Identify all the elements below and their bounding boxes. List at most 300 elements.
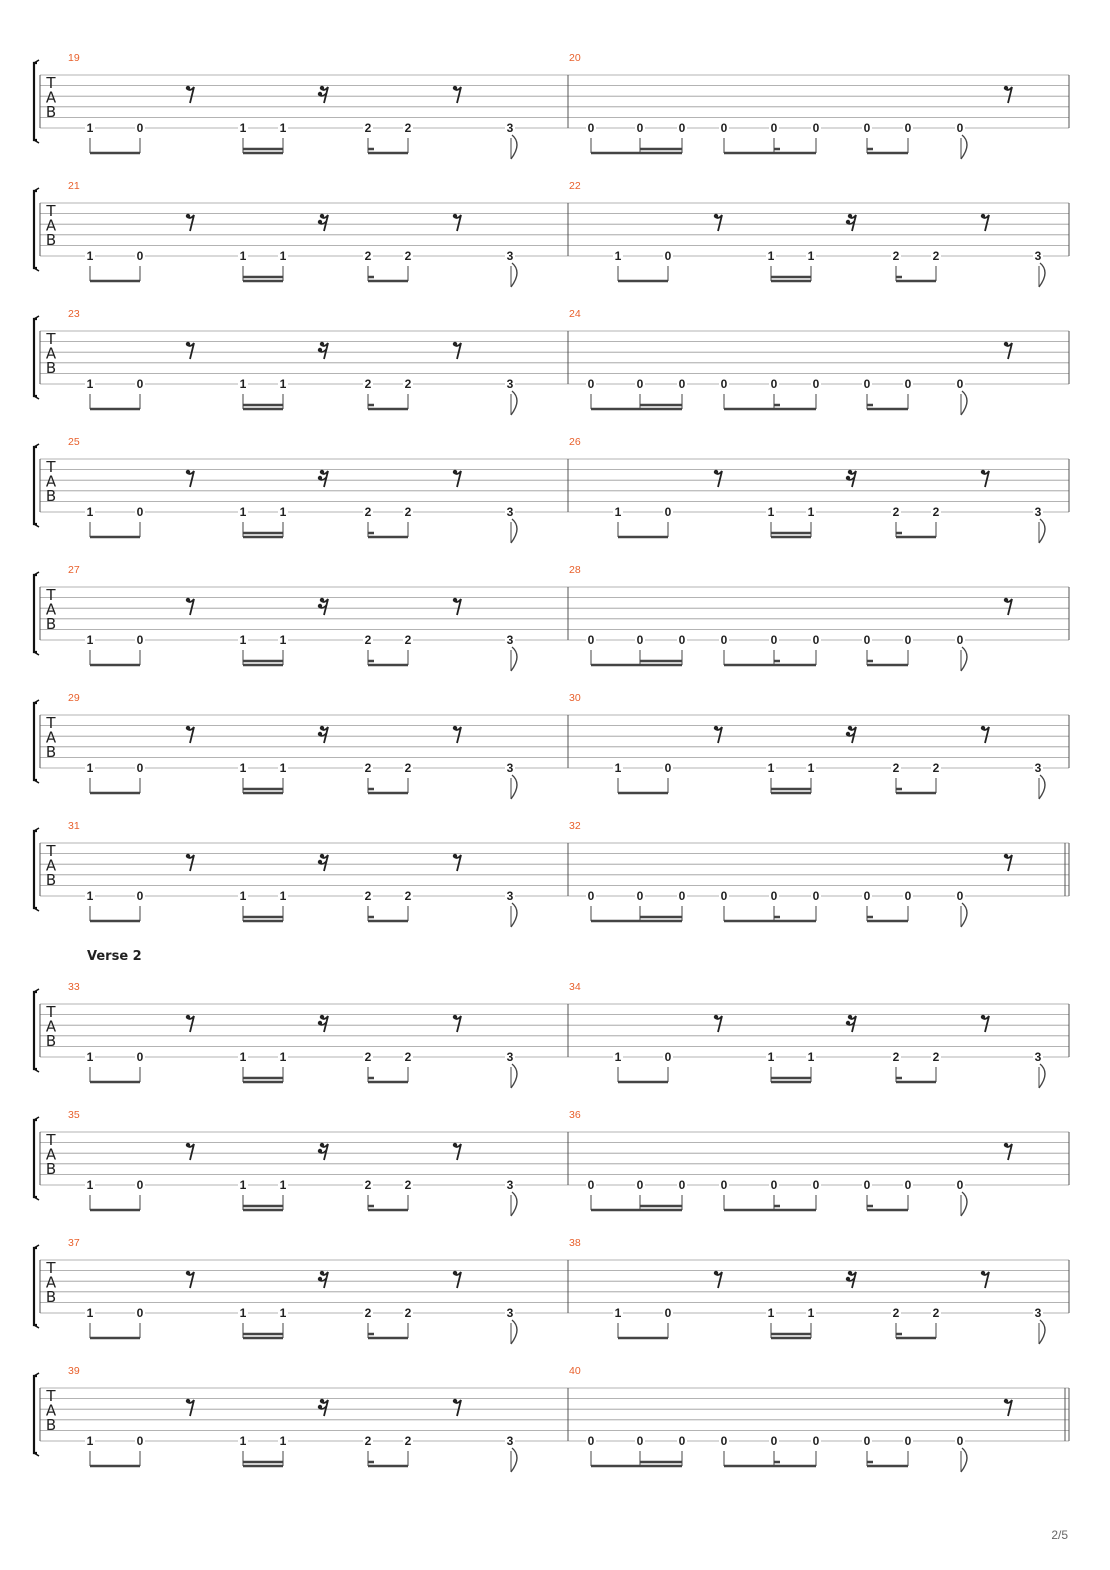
fret-number: 0 — [664, 761, 672, 775]
fret-number: 1 — [614, 761, 622, 775]
rest-icon — [318, 214, 328, 231]
fret-number: 1 — [86, 377, 94, 391]
measure-number: 40 — [569, 1365, 581, 1377]
rest-icon — [186, 1399, 194, 1416]
fret-number: 0 — [956, 889, 964, 903]
measure-number: 28 — [569, 564, 581, 576]
measure — [569, 564, 1012, 671]
rest-icon — [318, 342, 328, 359]
fret-number: 1 — [239, 633, 247, 647]
measure-number: 24 — [569, 308, 581, 320]
fret-number: 3 — [1034, 761, 1042, 775]
measure-number: 36 — [569, 1109, 581, 1121]
fret-number: 0 — [136, 1306, 144, 1320]
measure — [68, 981, 517, 1088]
system-bracket — [34, 992, 37, 1069]
measure — [569, 981, 1045, 1088]
fret-number: 1 — [279, 1178, 287, 1192]
rest-icon — [453, 598, 461, 615]
fret-number: 2 — [364, 1306, 372, 1320]
measure — [68, 180, 517, 287]
measure-number: 26 — [569, 436, 581, 448]
fret-number: 2 — [364, 121, 372, 135]
fret-number: 1 — [86, 633, 94, 647]
tab-clef-letter: B — [45, 615, 57, 633]
rest-icon — [846, 1015, 856, 1032]
fret-number: 2 — [364, 1050, 372, 1064]
fret-number: 3 — [506, 505, 514, 519]
fret-number: 2 — [404, 633, 412, 647]
fret-number: 0 — [863, 1434, 871, 1448]
measure — [68, 1237, 517, 1344]
measure — [569, 436, 1045, 543]
tab-clef-letter: T — [46, 842, 56, 860]
fret-number: 0 — [636, 1178, 644, 1192]
tab-clef-letter: B — [45, 871, 57, 889]
fret-number: 0 — [770, 1434, 778, 1448]
fret-number: 2 — [404, 1050, 412, 1064]
rest-icon — [1004, 86, 1012, 103]
measure-number: 29 — [68, 692, 80, 704]
fret-number: 0 — [863, 1178, 871, 1192]
fret-number: 0 — [812, 1178, 820, 1192]
fret-number: 1 — [807, 1306, 815, 1320]
fret-number: 1 — [239, 889, 247, 903]
fret-number: 0 — [636, 377, 644, 391]
measure — [68, 1365, 517, 1472]
rest-icon — [453, 214, 461, 231]
fret-number: 1 — [279, 249, 287, 263]
fret-number: 1 — [807, 505, 815, 519]
fret-number: 1 — [807, 249, 815, 263]
fret-number: 0 — [664, 1306, 672, 1320]
fret-number: 2 — [892, 505, 900, 519]
fret-number: 0 — [904, 121, 912, 135]
system-bracket — [34, 63, 37, 140]
fret-number: 0 — [678, 889, 686, 903]
fret-number: 1 — [767, 761, 775, 775]
fret-number: 0 — [770, 1178, 778, 1192]
rest-icon — [318, 470, 328, 487]
tab-clef-letter: A — [45, 472, 57, 491]
fret-number: 1 — [279, 121, 287, 135]
fret-number: 0 — [678, 1434, 686, 1448]
fret-number: 2 — [364, 633, 372, 647]
rest-icon — [846, 470, 856, 487]
rest-icon — [186, 598, 194, 615]
system-bracket — [34, 319, 37, 396]
measure-number: 34 — [569, 981, 581, 993]
fret-number: 0 — [770, 121, 778, 135]
tab-clef-letter: A — [45, 856, 57, 875]
measure-number: 23 — [68, 308, 80, 320]
tab-clef-letter: A — [45, 1017, 57, 1036]
rest-icon — [186, 1143, 194, 1160]
fret-number: 1 — [239, 761, 247, 775]
fret-number: 2 — [892, 1306, 900, 1320]
tab-clef-letter: T — [46, 1387, 56, 1405]
tab-clef-letter: T — [46, 1259, 56, 1277]
fret-number: 0 — [136, 1178, 144, 1192]
system-bracket — [34, 703, 37, 780]
rest-icon — [453, 470, 461, 487]
measure-number: 38 — [569, 1237, 581, 1249]
measure — [569, 1365, 1012, 1472]
tab-system — [34, 52, 1069, 159]
rest-icon — [846, 1271, 856, 1288]
fret-number: 0 — [863, 377, 871, 391]
fret-number: 2 — [364, 889, 372, 903]
fret-number: 0 — [136, 1434, 144, 1448]
tab-system — [34, 308, 1069, 415]
fret-number: 0 — [587, 633, 595, 647]
system-bracket — [34, 831, 37, 908]
rest-icon — [1004, 598, 1012, 615]
fret-number: 3 — [506, 761, 514, 775]
fret-number: 3 — [506, 1434, 514, 1448]
fret-number: 0 — [904, 377, 912, 391]
fret-number: 2 — [404, 505, 412, 519]
system-bracket — [34, 1120, 37, 1197]
system-bracket — [34, 575, 37, 652]
rest-icon — [318, 1399, 328, 1416]
fret-number: 0 — [587, 1434, 595, 1448]
fret-number: 0 — [770, 889, 778, 903]
fret-number: 2 — [364, 1434, 372, 1448]
measure-number: 33 — [68, 981, 80, 993]
fret-number: 0 — [587, 121, 595, 135]
measure-number: 39 — [68, 1365, 80, 1377]
rest-icon — [714, 1015, 722, 1032]
fret-number: 0 — [956, 377, 964, 391]
measure — [569, 692, 1045, 799]
rest-icon — [1004, 1399, 1012, 1416]
tab-clef-letter: A — [45, 88, 57, 107]
fret-number: 0 — [720, 1434, 728, 1448]
fret-number: 0 — [136, 761, 144, 775]
rest-icon — [318, 1143, 328, 1160]
fret-number: 2 — [404, 249, 412, 263]
system-bracket — [34, 191, 37, 268]
fret-number: 1 — [279, 633, 287, 647]
rest-icon — [186, 1271, 194, 1288]
measure — [569, 1237, 1045, 1344]
tab-clef-letter: A — [45, 1401, 57, 1420]
fret-number: 3 — [506, 1050, 514, 1064]
fret-number: 0 — [812, 889, 820, 903]
fret-number: 0 — [678, 1178, 686, 1192]
rest-icon — [1004, 1143, 1012, 1160]
fret-number: 1 — [86, 1050, 94, 1064]
fret-number: 1 — [614, 249, 622, 263]
fret-number: 0 — [904, 1434, 912, 1448]
fret-number: 0 — [770, 633, 778, 647]
fret-number: 0 — [636, 633, 644, 647]
fret-number: 0 — [863, 633, 871, 647]
page-number: 2/5 — [1051, 1528, 1068, 1542]
fret-number: 0 — [956, 1434, 964, 1448]
rest-icon — [453, 1143, 461, 1160]
fret-number: 1 — [86, 889, 94, 903]
fret-number: 0 — [863, 889, 871, 903]
fret-number: 0 — [587, 377, 595, 391]
fret-number: 0 — [812, 377, 820, 391]
tab-clef-letter: B — [45, 231, 57, 249]
rest-icon — [453, 342, 461, 359]
fret-number: 0 — [136, 121, 144, 135]
tab-clef-letter: T — [46, 1131, 56, 1149]
fret-number: 1 — [239, 505, 247, 519]
fret-number: 1 — [279, 1434, 287, 1448]
tab-system — [34, 1109, 1069, 1216]
rest-icon — [981, 470, 989, 487]
fret-number: 1 — [614, 505, 622, 519]
measure — [569, 1109, 1012, 1216]
tab-clef-letter: B — [45, 359, 57, 377]
measure-number: 22 — [569, 180, 581, 192]
fret-number: 0 — [863, 121, 871, 135]
fret-number: 0 — [720, 121, 728, 135]
rest-icon — [714, 470, 722, 487]
fret-number: 0 — [812, 121, 820, 135]
fret-number: 1 — [279, 889, 287, 903]
rest-icon — [186, 86, 194, 103]
fret-number: 2 — [404, 377, 412, 391]
rest-icon — [1004, 854, 1012, 871]
measure — [68, 308, 517, 415]
fret-number: 0 — [678, 121, 686, 135]
fret-number: 0 — [720, 889, 728, 903]
fret-number: 1 — [239, 377, 247, 391]
tab-clef-letter: A — [45, 344, 57, 363]
rest-icon — [453, 1015, 461, 1032]
fret-number: 1 — [807, 1050, 815, 1064]
tab-clef-letter: T — [46, 1003, 56, 1021]
fret-number: 0 — [636, 121, 644, 135]
fret-number: 1 — [239, 1434, 247, 1448]
tab-clef-letter: A — [45, 728, 57, 747]
fret-number: 2 — [932, 249, 940, 263]
rest-icon — [981, 214, 989, 231]
fret-number: 1 — [86, 1306, 94, 1320]
fret-number: 3 — [506, 1306, 514, 1320]
fret-number: 1 — [86, 761, 94, 775]
measure-number: 37 — [68, 1237, 80, 1249]
tab-system — [34, 1365, 1069, 1472]
fret-number: 3 — [1034, 1050, 1042, 1064]
measure-number: 31 — [68, 820, 80, 832]
fret-number: 1 — [767, 1306, 775, 1320]
rest-icon — [186, 214, 194, 231]
rest-icon — [453, 86, 461, 103]
fret-number: 0 — [678, 633, 686, 647]
fret-number: 2 — [892, 761, 900, 775]
fret-number: 0 — [664, 1050, 672, 1064]
rest-icon — [981, 1271, 989, 1288]
tab-clef-letter: A — [45, 1145, 57, 1164]
rest-icon — [318, 86, 328, 103]
rest-icon — [846, 726, 856, 743]
fret-number: 0 — [904, 633, 912, 647]
measure-number: 19 — [68, 52, 80, 64]
tab-clef-letter: T — [46, 714, 56, 732]
fret-number: 0 — [678, 377, 686, 391]
fret-number: 1 — [239, 121, 247, 135]
fret-number: 0 — [136, 505, 144, 519]
fret-number: 1 — [86, 1434, 94, 1448]
system-bracket — [34, 447, 37, 524]
fret-number: 1 — [279, 1306, 287, 1320]
tab-clef-letter: T — [46, 458, 56, 476]
fret-number: 3 — [506, 377, 514, 391]
tab-system — [34, 436, 1069, 543]
fret-number: 2 — [404, 889, 412, 903]
fret-number: 0 — [720, 633, 728, 647]
fret-number: 0 — [956, 1178, 964, 1192]
fret-number: 2 — [404, 761, 412, 775]
measure-number: 27 — [68, 564, 80, 576]
fret-number: 1 — [86, 249, 94, 263]
fret-number: 3 — [1034, 249, 1042, 263]
tab-clef-letter: T — [46, 330, 56, 348]
fret-number: 0 — [956, 633, 964, 647]
rest-icon — [318, 598, 328, 615]
fret-number: 0 — [587, 889, 595, 903]
tab-clef-letter: B — [45, 1416, 57, 1434]
measure — [68, 692, 517, 799]
system-bracket — [34, 1248, 37, 1325]
fret-number: 0 — [770, 377, 778, 391]
rest-icon — [318, 854, 328, 871]
fret-number: 3 — [506, 889, 514, 903]
rest-icon — [981, 1015, 989, 1032]
tab-system — [34, 981, 1069, 1088]
measure — [569, 180, 1045, 287]
rest-icon — [186, 342, 194, 359]
fret-number: 0 — [812, 633, 820, 647]
fret-number: 0 — [636, 889, 644, 903]
fret-number: 1 — [767, 249, 775, 263]
fret-number: 2 — [932, 761, 940, 775]
fret-number: 3 — [506, 249, 514, 263]
fret-number: 0 — [587, 1178, 595, 1192]
tab-clef-letter: B — [45, 743, 57, 761]
fret-number: 0 — [956, 121, 964, 135]
tab-clef-letter: B — [45, 1288, 57, 1306]
fret-number: 0 — [136, 889, 144, 903]
fret-number: 2 — [364, 761, 372, 775]
fret-number: 3 — [1034, 505, 1042, 519]
tab-clef-letter: T — [46, 74, 56, 92]
rest-icon — [453, 726, 461, 743]
fret-number: 0 — [664, 505, 672, 519]
fret-number: 1 — [279, 761, 287, 775]
rest-icon — [186, 726, 194, 743]
measure-number: 25 — [68, 436, 80, 448]
fret-number: 0 — [136, 377, 144, 391]
fret-number: 2 — [404, 121, 412, 135]
rest-icon — [1004, 342, 1012, 359]
fret-number: 1 — [807, 761, 815, 775]
measure — [569, 308, 1012, 415]
fret-number: 0 — [720, 377, 728, 391]
fret-number: 2 — [404, 1178, 412, 1192]
measure — [569, 820, 1012, 927]
tab-clef-letter: T — [46, 202, 56, 220]
rest-icon — [186, 854, 194, 871]
rest-icon — [453, 1399, 461, 1416]
fret-number: 1 — [767, 1050, 775, 1064]
fret-number: 2 — [404, 1306, 412, 1320]
measure — [68, 564, 517, 671]
rest-icon — [318, 1015, 328, 1032]
fret-number: 2 — [932, 505, 940, 519]
fret-number: 1 — [86, 121, 94, 135]
fret-number: 0 — [904, 889, 912, 903]
fret-number: 1 — [239, 1178, 247, 1192]
rest-icon — [318, 1271, 328, 1288]
tab-clef-letter: T — [46, 586, 56, 604]
fret-number: 2 — [364, 377, 372, 391]
fret-number: 3 — [506, 121, 514, 135]
fret-number: 1 — [239, 1050, 247, 1064]
tab-clef-letter: A — [45, 600, 57, 619]
fret-number: 2 — [364, 249, 372, 263]
rest-icon — [318, 726, 328, 743]
fret-number: 2 — [364, 505, 372, 519]
fret-number: 2 — [364, 1178, 372, 1192]
fret-number: 1 — [86, 1178, 94, 1192]
measure-number: 20 — [569, 52, 581, 64]
tab-clef-letter: B — [45, 1032, 57, 1050]
tab-system — [34, 180, 1069, 287]
fret-number: 2 — [932, 1306, 940, 1320]
rest-icon — [714, 1271, 722, 1288]
fret-number: 3 — [506, 1178, 514, 1192]
fret-number: 0 — [720, 1178, 728, 1192]
rest-icon — [714, 214, 722, 231]
fret-number: 2 — [892, 249, 900, 263]
tab-system — [34, 564, 1069, 671]
measure-number: 30 — [569, 692, 581, 704]
fret-number: 0 — [136, 249, 144, 263]
fret-number: 0 — [812, 1434, 820, 1448]
measure-number: 21 — [68, 180, 80, 192]
measure-number: 35 — [68, 1109, 80, 1121]
fret-number: 1 — [279, 1050, 287, 1064]
measure — [569, 52, 1012, 159]
fret-number: 2 — [932, 1050, 940, 1064]
fret-number: 2 — [404, 1434, 412, 1448]
measure — [68, 1109, 517, 1216]
rest-icon — [453, 854, 461, 871]
rest-icon — [981, 726, 989, 743]
fret-number: 1 — [279, 505, 287, 519]
measure-number: 32 — [569, 820, 581, 832]
fret-number: 1 — [614, 1306, 622, 1320]
fret-number: 0 — [136, 1050, 144, 1064]
fret-number: 2 — [892, 1050, 900, 1064]
fret-number: 1 — [279, 377, 287, 391]
tab-clef-letter: A — [45, 1273, 57, 1292]
tab-system — [34, 692, 1069, 799]
rest-icon — [186, 1015, 194, 1032]
section-label: Verse 2 — [87, 949, 142, 964]
fret-number: 1 — [239, 249, 247, 263]
fret-number: 0 — [636, 1434, 644, 1448]
rest-icon — [714, 726, 722, 743]
tab-system — [34, 820, 1069, 927]
